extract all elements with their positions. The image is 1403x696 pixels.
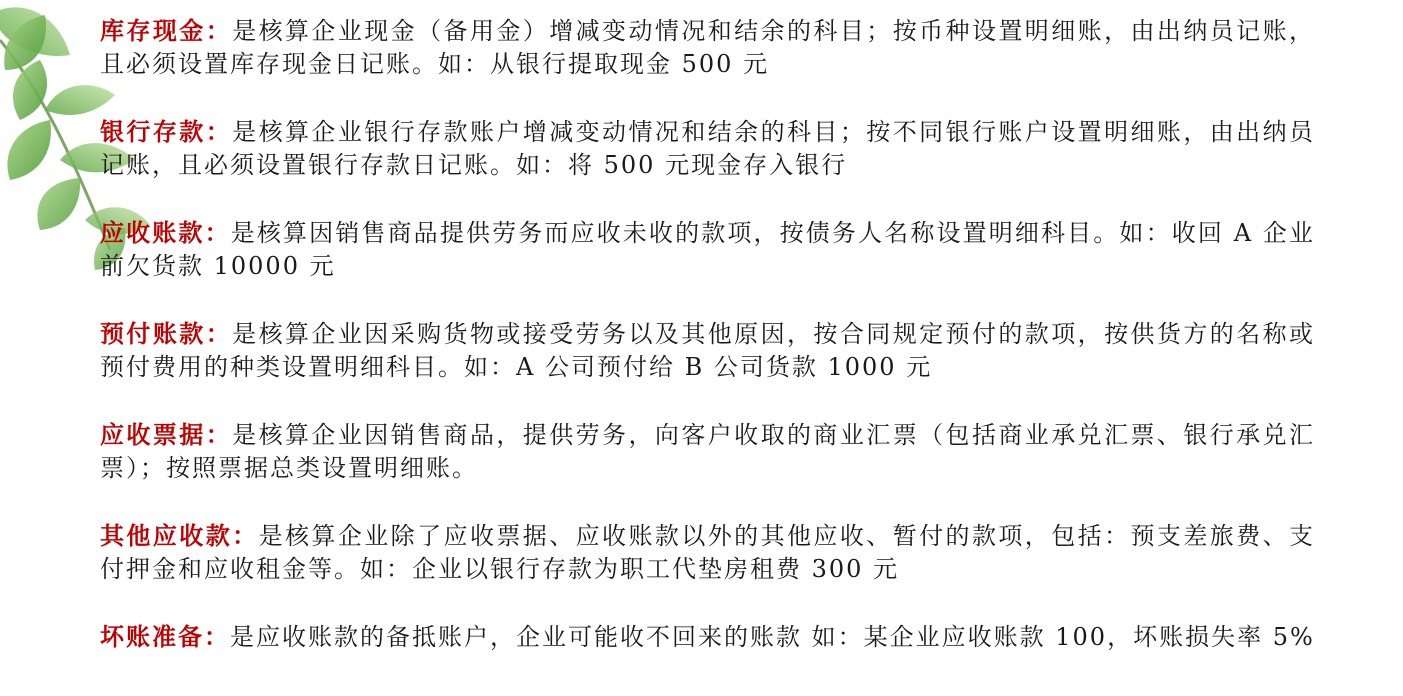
entry-description: 是应收账款的备抵账户，企业可能收不回来的账款 如：某企业应收账款 100，坏账损失率 5% xyxy=(230,623,1315,651)
entry-colon: ： xyxy=(204,218,231,247)
entry-term: 应收票据 xyxy=(100,420,206,449)
entry-term: 坏账准备 xyxy=(100,622,204,651)
entry-colon: ： xyxy=(204,622,230,651)
entry-other-receivables xyxy=(100,519,1315,586)
entry-description: 是核算企业因采购货物或接受劳务以及其他原因，按合同规定预付的款项，按供货方的名称或预付费用的种类设置明细科目。如：A 公司预付给 B 公司货款 1000 元 xyxy=(100,320,1316,381)
entry-term: 银行存款 xyxy=(100,117,206,146)
entry-description: 是核算企业除了应收票据、应收账款以外的其他应收、暂付的款项，包括：预支差旅费、支付押金和应收租金等。如：企业以银行存款为职工代垫房租费 300 元 xyxy=(100,522,1316,583)
entry-description: 是核算企业银行存款账户增减变动情况和结余的科目；按不同银行账户设置明细账，由出纳员记账，且必须设置银行存款日记账。如：将 500 元现金存入银行 xyxy=(100,118,1316,179)
entry-term: 库存现金 xyxy=(100,16,206,45)
entry-bank-deposit xyxy=(100,115,1315,182)
entry-term: 应收账款 xyxy=(100,218,205,247)
entry-description: 是核算企业因销售商品，提供劳务，向客户收取的商业汇票（包括商业承兑汇票、银行承兑汇票）；按照票据总类设置明细账。 xyxy=(100,421,1316,482)
entry-colon: ： xyxy=(205,16,233,45)
entry-description: 是核算企业现金（备用金）增减变动情况和结余的科目；按币种设置明细账，由出纳员记账，且必须设置库存现金日记账。如：从银行提取现金 500 元 xyxy=(100,17,1316,78)
account-definitions xyxy=(100,14,1315,688)
entry-accounts-receivable xyxy=(100,216,1315,283)
entry-prepayments xyxy=(100,317,1315,384)
entry-colon: ： xyxy=(232,521,259,550)
entry-colon: ： xyxy=(205,117,233,146)
entry-term: 预付账款 xyxy=(100,319,206,348)
entry-notes-receivable xyxy=(100,418,1315,485)
entry-bad-debt-provision xyxy=(100,620,1315,654)
entry-cash-on-hand xyxy=(100,14,1315,81)
entry-colon: ： xyxy=(205,319,233,348)
entry-description: 是核算因销售商品提供劳务而应收未收的款项，按债务人名称设置明细科目。如：收回 A 企业前欠货款 10000 元 xyxy=(100,219,1315,280)
entry-term: 其他应收款 xyxy=(100,521,233,550)
entry-colon: ： xyxy=(205,420,233,449)
